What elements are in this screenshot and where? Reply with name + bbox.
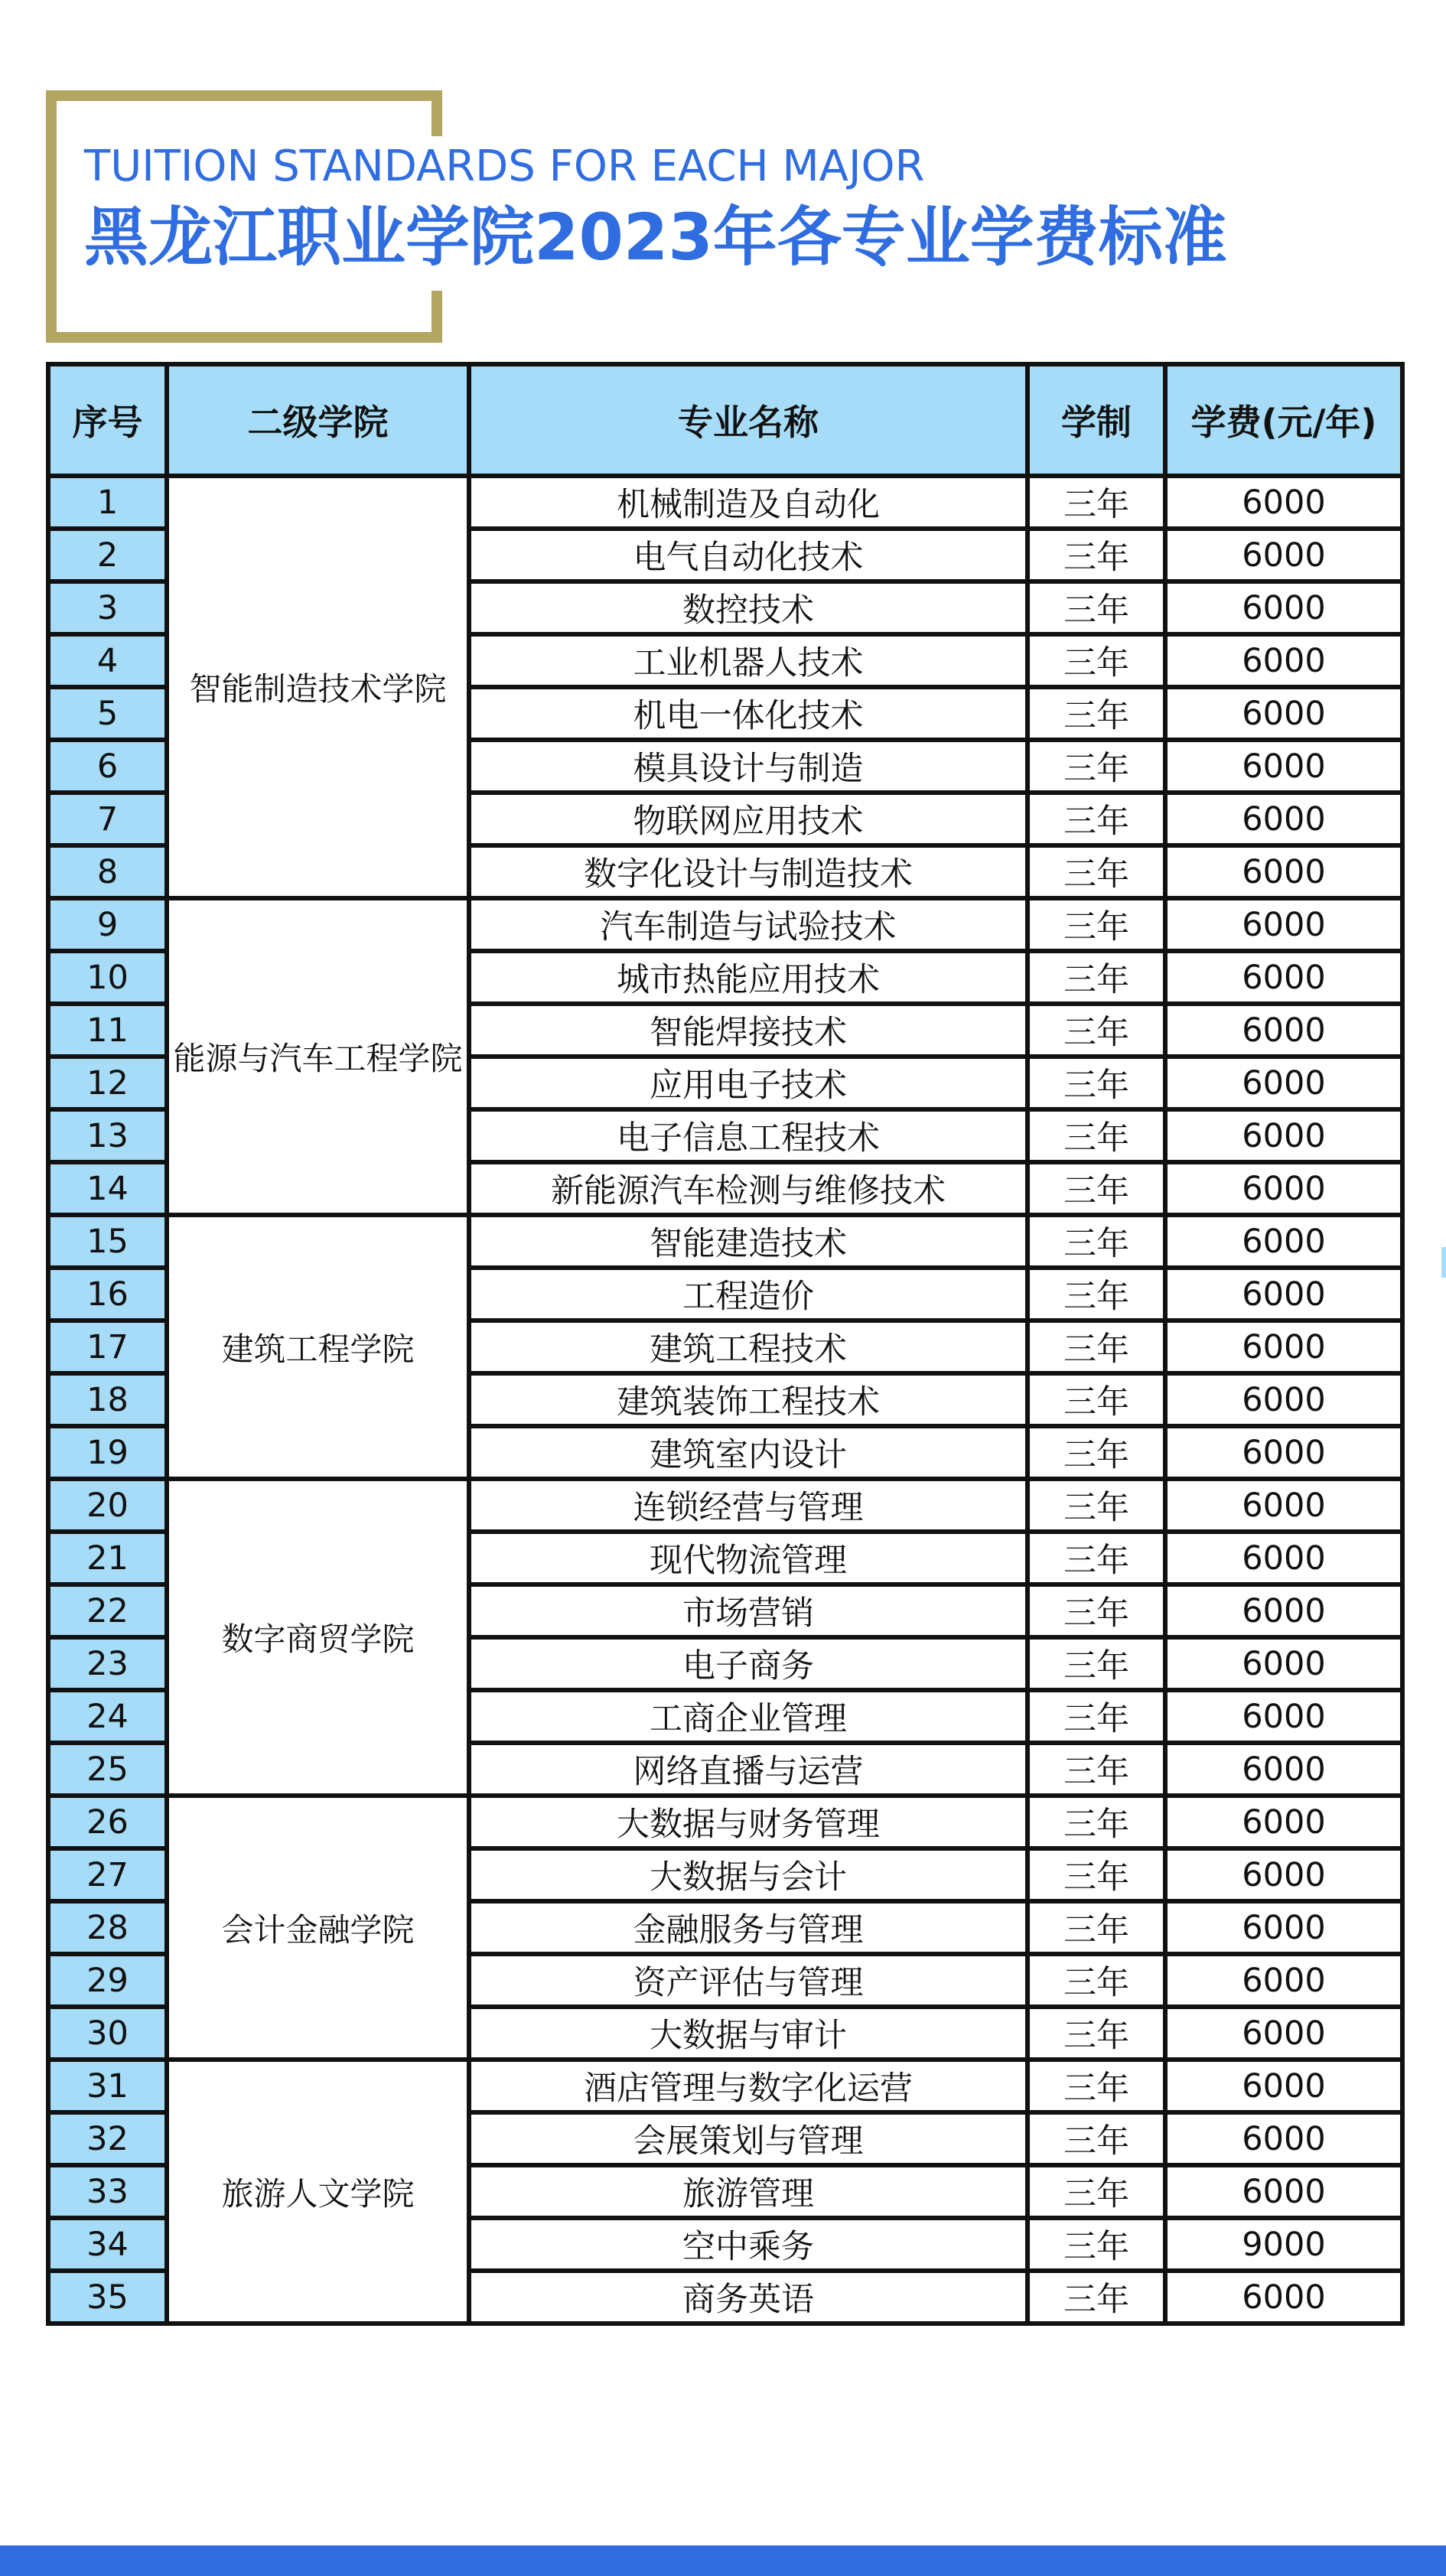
row-duration: 三年 — [1028, 1268, 1165, 1321]
row-fee: 6000 — [1165, 1637, 1402, 1690]
row-major: 金融服务与管理 — [469, 1901, 1028, 1954]
row-duration: 三年 — [1028, 1584, 1165, 1637]
row-major: 电子信息工程技术 — [469, 1109, 1028, 1162]
row-fee: 6000 — [1165, 2271, 1402, 2324]
title-frame-corner-bottom — [432, 291, 442, 343]
row-seq: 29 — [48, 1954, 167, 2007]
row-seq: 33 — [48, 2165, 167, 2218]
row-seq: 10 — [48, 951, 167, 1004]
row-fee: 6000 — [1165, 2112, 1402, 2165]
row-seq: 23 — [48, 1637, 167, 1690]
row-fee: 6000 — [1165, 1584, 1402, 1637]
row-seq: 6 — [48, 740, 167, 793]
row-seq: 8 — [48, 845, 167, 898]
row-major: 工商企业管理 — [469, 1690, 1028, 1743]
row-seq: 28 — [48, 1901, 167, 1954]
row-seq: 12 — [48, 1057, 167, 1109]
row-fee: 6000 — [1165, 1057, 1402, 1109]
row-duration: 三年 — [1028, 476, 1165, 529]
row-major: 汽车制造与试验技术 — [469, 898, 1028, 951]
row-major: 现代物流管理 — [469, 1532, 1028, 1584]
row-duration: 三年 — [1028, 2165, 1165, 2218]
row-fee: 6000 — [1165, 581, 1402, 634]
row-major: 建筑工程技术 — [469, 1321, 1028, 1373]
row-duration: 三年 — [1028, 1479, 1165, 1532]
row-seq: 1 — [48, 476, 167, 529]
row-duration: 三年 — [1028, 687, 1165, 740]
bottom-bar — [0, 2545, 1446, 2576]
row-seq: 18 — [48, 1373, 167, 1426]
row-seq: 32 — [48, 2112, 167, 2165]
row-major: 大数据与审计 — [469, 2007, 1028, 2060]
title-chinese: 黑龙江职业学院2023年各专业学费标准 — [84, 200, 1227, 275]
row-duration: 三年 — [1028, 951, 1165, 1004]
row-fee: 6000 — [1165, 1796, 1402, 1848]
row-seq: 21 — [48, 1532, 167, 1584]
row-fee: 6000 — [1165, 793, 1402, 845]
row-duration: 三年 — [1028, 1215, 1165, 1268]
row-duration: 三年 — [1028, 2112, 1165, 2165]
row-fee: 6000 — [1165, 634, 1402, 687]
header-college: 二级学院 — [167, 364, 469, 476]
row-major: 空中乘务 — [469, 2218, 1028, 2271]
college-name: 会计金融学院 — [167, 1796, 469, 2060]
row-major: 智能焊接技术 — [469, 1004, 1028, 1057]
row-duration: 三年 — [1028, 740, 1165, 793]
row-seq: 20 — [48, 1479, 167, 1532]
row-major: 商务英语 — [469, 2271, 1028, 2324]
row-fee: 6000 — [1165, 1004, 1402, 1057]
row-fee: 6000 — [1165, 1848, 1402, 1901]
row-seq: 16 — [48, 1268, 167, 1321]
row-fee: 9000 — [1165, 2218, 1402, 2271]
table-row — [48, 1796, 1402, 1848]
row-duration: 三年 — [1028, 1004, 1165, 1057]
row-duration: 三年 — [1028, 898, 1165, 951]
row-seq: 3 — [48, 581, 167, 634]
row-fee: 6000 — [1165, 1901, 1402, 1954]
row-fee: 6000 — [1165, 1321, 1402, 1373]
row-seq: 26 — [48, 1796, 167, 1848]
table-row — [48, 2060, 1402, 2112]
row-duration: 三年 — [1028, 1743, 1165, 1796]
row-seq: 25 — [48, 1743, 167, 1796]
tuition-table — [46, 362, 1405, 2326]
row-fee: 6000 — [1165, 845, 1402, 898]
table-body — [48, 476, 1402, 2324]
table-row — [48, 1479, 1402, 1532]
row-fee: 6000 — [1165, 898, 1402, 951]
row-fee: 6000 — [1165, 1268, 1402, 1321]
row-seq: 11 — [48, 1004, 167, 1057]
row-fee: 6000 — [1165, 1215, 1402, 1268]
row-seq: 9 — [48, 898, 167, 951]
row-seq: 13 — [48, 1109, 167, 1162]
row-seq: 24 — [48, 1690, 167, 1743]
row-major: 电子商务 — [469, 1637, 1028, 1690]
college-name: 智能制造技术学院 — [167, 476, 469, 898]
row-duration: 三年 — [1028, 1426, 1165, 1479]
row-fee: 6000 — [1165, 1162, 1402, 1215]
row-duration: 三年 — [1028, 1848, 1165, 1901]
row-major: 智能建造技术 — [469, 1215, 1028, 1268]
row-duration: 三年 — [1028, 1321, 1165, 1373]
row-major: 大数据与会计 — [469, 1848, 1028, 1901]
row-seq: 17 — [48, 1321, 167, 1373]
row-major: 连锁经营与管理 — [469, 1479, 1028, 1532]
row-duration: 三年 — [1028, 581, 1165, 634]
row-seq: 2 — [48, 529, 167, 581]
row-major: 模具设计与制造 — [469, 740, 1028, 793]
row-fee: 6000 — [1165, 2060, 1402, 2112]
table-row — [48, 898, 1402, 951]
title-frame-corner-top — [432, 90, 442, 136]
row-seq: 4 — [48, 634, 167, 687]
row-duration: 三年 — [1028, 793, 1165, 845]
row-duration: 三年 — [1028, 1954, 1165, 2007]
row-major: 酒店管理与数字化运营 — [469, 2060, 1028, 2112]
row-major: 建筑装饰工程技术 — [469, 1373, 1028, 1426]
row-major: 机械制造及自动化 — [469, 476, 1028, 529]
row-duration: 三年 — [1028, 1532, 1165, 1584]
edge-mark — [1441, 1247, 1446, 1278]
row-seq: 27 — [48, 1848, 167, 1901]
row-seq: 35 — [48, 2271, 167, 2324]
row-major: 数控技术 — [469, 581, 1028, 634]
row-seq: 34 — [48, 2218, 167, 2271]
row-duration: 三年 — [1028, 529, 1165, 581]
row-major: 电气自动化技术 — [469, 529, 1028, 581]
row-fee: 6000 — [1165, 687, 1402, 740]
college-name: 旅游人文学院 — [167, 2060, 469, 2324]
row-major: 工程造价 — [469, 1268, 1028, 1321]
row-fee: 6000 — [1165, 951, 1402, 1004]
row-duration: 三年 — [1028, 634, 1165, 687]
row-seq: 30 — [48, 2007, 167, 2060]
row-seq: 31 — [48, 2060, 167, 2112]
row-fee: 6000 — [1165, 476, 1402, 529]
row-fee: 6000 — [1165, 529, 1402, 581]
row-major: 网络直播与运营 — [469, 1743, 1028, 1796]
header-seq: 序号 — [48, 364, 167, 476]
row-major: 会展策划与管理 — [469, 2112, 1028, 2165]
table-row — [48, 476, 1402, 529]
row-duration: 三年 — [1028, 2218, 1165, 2271]
row-major: 建筑室内设计 — [469, 1426, 1028, 1479]
row-duration: 三年 — [1028, 1373, 1165, 1426]
row-major: 城市热能应用技术 — [469, 951, 1028, 1004]
row-seq: 15 — [48, 1215, 167, 1268]
row-major: 大数据与财务管理 — [469, 1796, 1028, 1848]
row-major: 市场营销 — [469, 1584, 1028, 1637]
row-fee: 6000 — [1165, 1479, 1402, 1532]
row-duration: 三年 — [1028, 845, 1165, 898]
header-duration: 学制 — [1028, 364, 1165, 476]
row-major: 旅游管理 — [469, 2165, 1028, 2218]
row-duration: 三年 — [1028, 1637, 1165, 1690]
row-duration: 三年 — [1028, 2007, 1165, 2060]
row-duration: 三年 — [1028, 1162, 1165, 1215]
table-row — [48, 1215, 1402, 1268]
row-fee: 6000 — [1165, 2165, 1402, 2218]
row-seq: 7 — [48, 793, 167, 845]
table-header-row — [48, 364, 1402, 476]
row-duration: 三年 — [1028, 1057, 1165, 1109]
row-fee: 6000 — [1165, 1954, 1402, 2007]
college-name: 数字商贸学院 — [167, 1479, 469, 1796]
row-major: 新能源汽车检测与维修技术 — [469, 1162, 1028, 1215]
row-duration: 三年 — [1028, 1109, 1165, 1162]
row-duration: 三年 — [1028, 2060, 1165, 2112]
row-major: 数字化设计与制造技术 — [469, 845, 1028, 898]
row-major: 机电一体化技术 — [469, 687, 1028, 740]
row-duration: 三年 — [1028, 1901, 1165, 1954]
row-seq: 14 — [48, 1162, 167, 1215]
row-seq: 5 — [48, 687, 167, 740]
row-fee: 6000 — [1165, 1109, 1402, 1162]
title-english: TUITION STANDARDS FOR EACH MAJOR — [84, 142, 925, 191]
row-major: 物联网应用技术 — [469, 793, 1028, 845]
row-fee: 6000 — [1165, 1373, 1402, 1426]
college-name: 建筑工程学院 — [167, 1215, 469, 1479]
row-duration: 三年 — [1028, 1690, 1165, 1743]
header-major: 专业名称 — [469, 364, 1028, 476]
row-duration: 三年 — [1028, 2271, 1165, 2324]
row-fee: 6000 — [1165, 1743, 1402, 1796]
row-fee: 6000 — [1165, 2007, 1402, 2060]
row-fee: 6000 — [1165, 1532, 1402, 1584]
row-duration: 三年 — [1028, 1796, 1165, 1848]
row-fee: 6000 — [1165, 740, 1402, 793]
row-major: 应用电子技术 — [469, 1057, 1028, 1109]
title-block — [84, 142, 1385, 275]
header-fee: 学费(元/年) — [1165, 364, 1402, 476]
row-fee: 6000 — [1165, 1426, 1402, 1479]
row-seq: 22 — [48, 1584, 167, 1637]
row-major: 资产评估与管理 — [469, 1954, 1028, 2007]
college-name: 能源与汽车工程学院 — [167, 898, 469, 1215]
row-fee: 6000 — [1165, 1690, 1402, 1743]
row-seq: 19 — [48, 1426, 167, 1479]
row-major: 工业机器人技术 — [469, 634, 1028, 687]
